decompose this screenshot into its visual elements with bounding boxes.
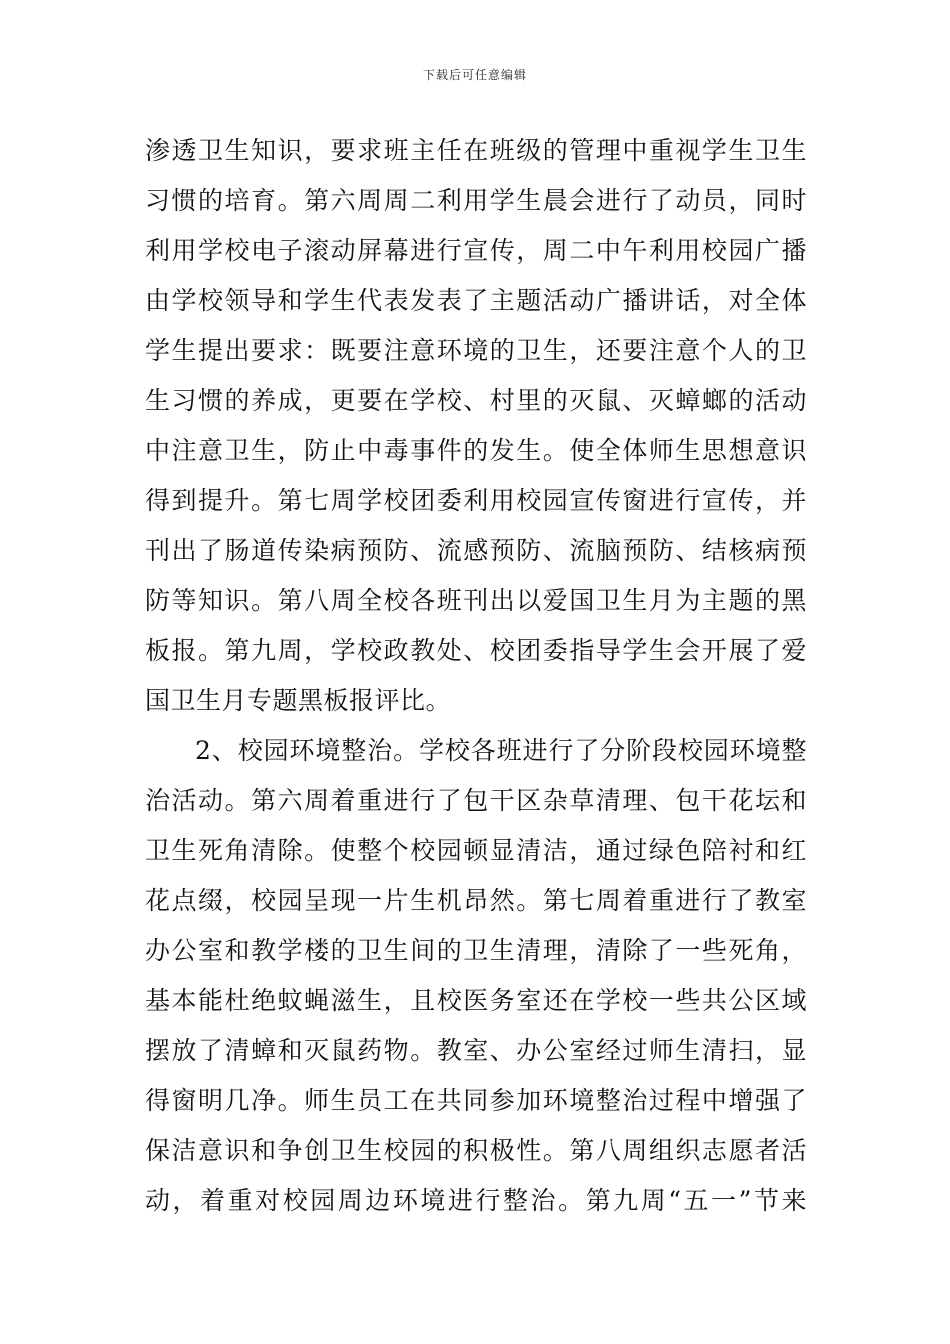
text-line: 动，着重对校园周边环境进行整治。第九周“五一”节来	[145, 1186, 807, 1215]
text-line: 板报。第九周，学校政教处、校团委指导学生会开展了爱	[145, 636, 807, 665]
text-line: 卫生死角清除。使整个校园顿显清洁，通过绿色陪衬和红	[145, 836, 807, 865]
text-line: 习惯的培育。第六周周二利用学生晨会进行了动员，同时	[145, 186, 807, 215]
text-line: 保洁意识和争创卫生校园的积极性。第八周组织志愿者活	[145, 1136, 807, 1165]
text-line: 渗透卫生知识，要求班主任在班级的管理中重视学生卫生	[145, 136, 807, 165]
paragraph-end-line: 国卫生月专题黑板报评比。	[145, 686, 452, 715]
text-line: 得窗明几净。师生员工在共同参加环境整治过程中增强了	[145, 1086, 807, 1115]
text-line: 防等知识。第八周全校各班刊出以爱国卫生月为主题的黑	[145, 586, 807, 615]
text-line: 治活动。第六周着重进行了包干区杂草清理、包干花坛和	[145, 786, 807, 815]
text-line: 摆放了清蟑和灭鼠药物。教室、办公室经过师生清扫，显	[145, 1036, 807, 1065]
text-line: 学生提出要求：既要注意环境的卫生，还要注意个人的卫	[145, 336, 807, 365]
text-line: 中注意卫生，防止中毒事件的发生。使全体师生思想意识	[145, 436, 807, 465]
text-line: 利用学校电子滚动屏幕进行宣传，周二中午利用校园广播	[145, 236, 807, 265]
text-line: 生习惯的养成，更要在学校、村里的灭鼠、灭蟑螂的活动	[145, 386, 807, 415]
paragraph-start-line: 2、校园环境整治。学校各班进行了分阶段校园环境整	[195, 736, 807, 765]
text-line: 刊出了肠道传染病预防、流感预防、流脑预防、结核病预	[145, 536, 807, 565]
header-note: 下载后可任意编辑	[422, 68, 527, 82]
body-text	[145, 126, 807, 1226]
text-line: 基本能杜绝蚊蝇滋生，且校医务室还在学校一些共公区域	[145, 986, 807, 1015]
text-line: 花点缀，校园呈现一片生机昂然。第七周着重进行了教室	[145, 886, 807, 915]
text-line: 得到提升。第七周学校团委利用校园宣传窗进行宣传，并	[145, 486, 807, 515]
text-line: 办公室和教学楼的卫生间的卫生清理，清除了一些死角，	[145, 936, 807, 965]
text-line: 由学校领导和学生代表发表了主题活动广播讲话，对全体	[145, 286, 807, 315]
